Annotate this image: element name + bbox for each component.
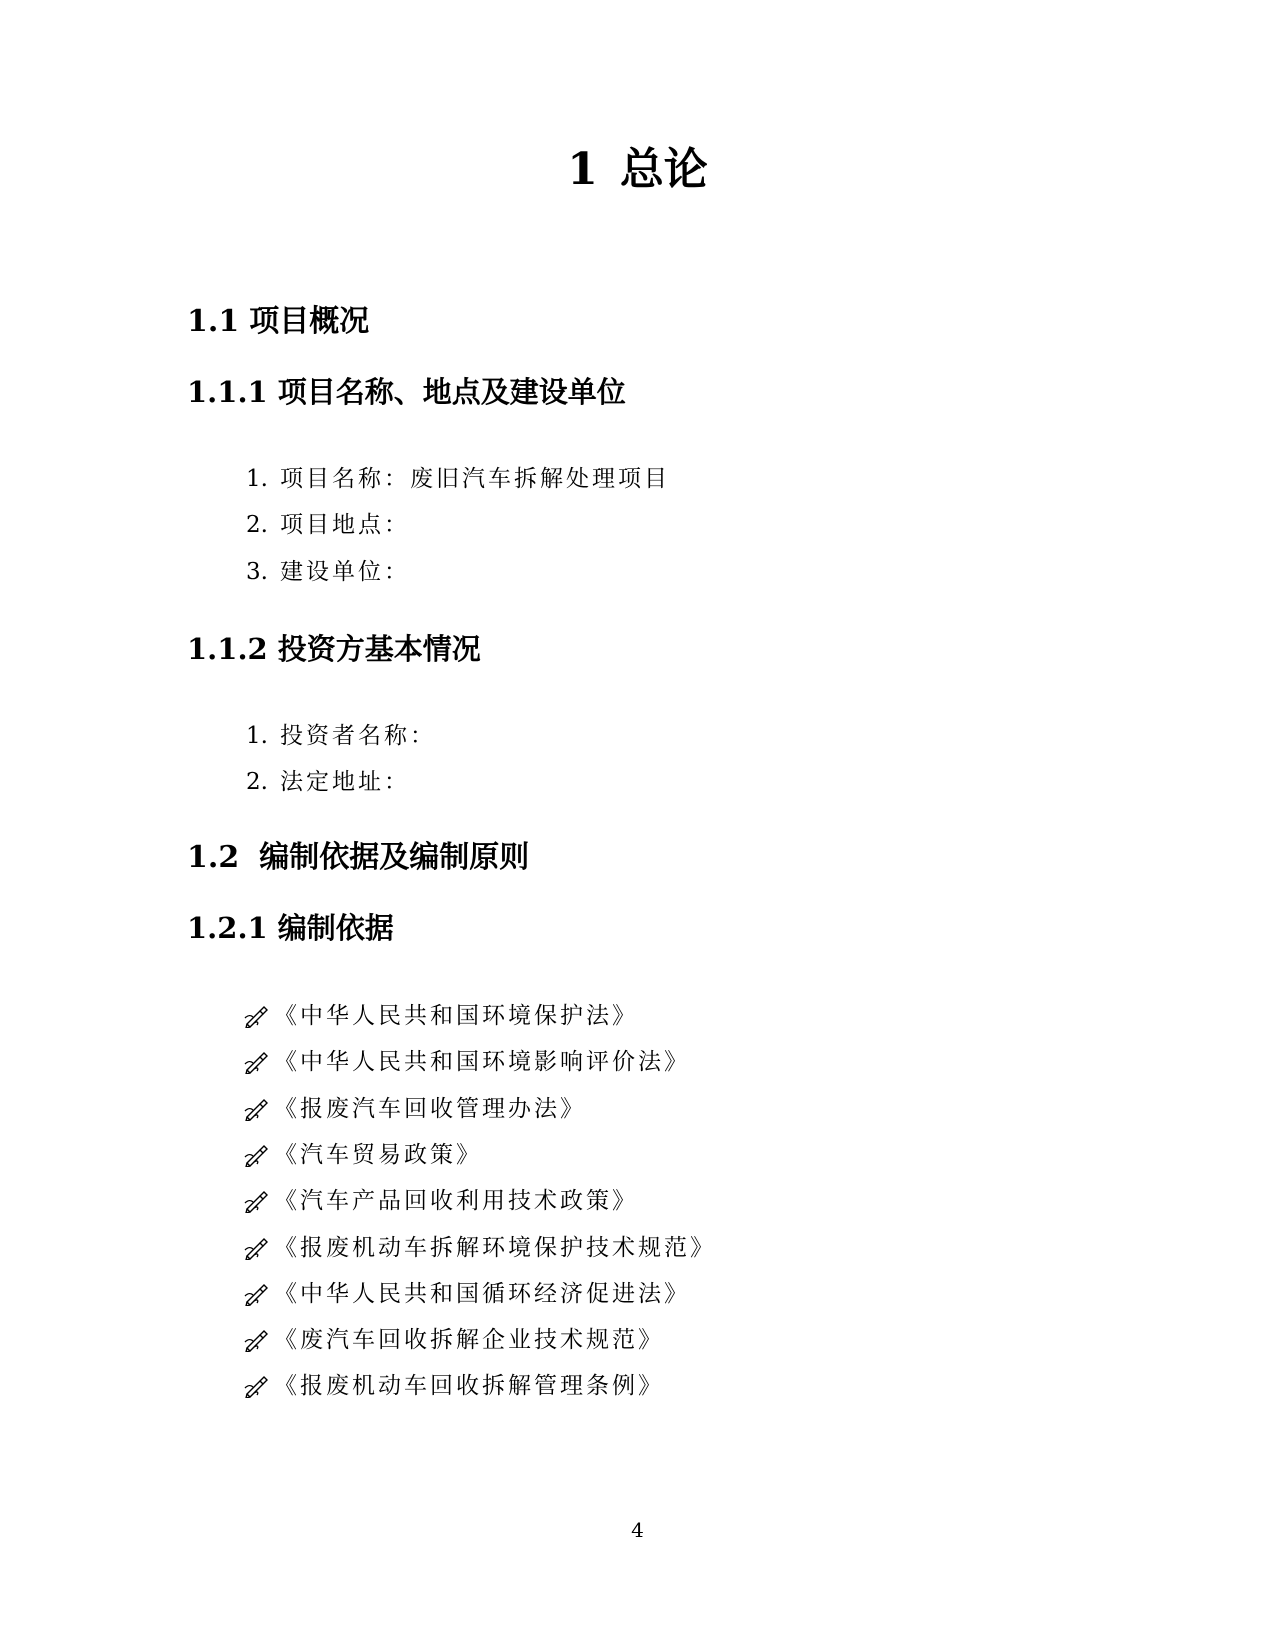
reference-text: 《报废机动车回收拆解管理条例》 bbox=[274, 1373, 664, 1400]
list-item bbox=[246, 720, 436, 752]
list-item-text: 法定地址： bbox=[279, 769, 410, 795]
reference-item bbox=[244, 1093, 586, 1125]
list-item bbox=[246, 556, 410, 588]
list-item-number: 2. bbox=[246, 512, 268, 538]
list-item-text: 项目地点： bbox=[279, 512, 410, 538]
writing-hand-icon bbox=[244, 1004, 270, 1028]
section-title: 编制依据及编制原则 bbox=[259, 840, 530, 875]
reference-item bbox=[244, 1139, 482, 1171]
list-item bbox=[246, 509, 410, 541]
writing-hand-icon bbox=[244, 1328, 270, 1352]
list-item-number: 3. bbox=[246, 559, 268, 585]
reference-text: 《中华人民共和国循环经济促进法》 bbox=[274, 1280, 690, 1307]
subsection-heading-1-2-1 bbox=[187, 908, 394, 948]
list-item bbox=[246, 766, 410, 798]
writing-hand-icon bbox=[244, 1374, 270, 1398]
writing-hand-icon bbox=[244, 1143, 270, 1167]
reference-text: 《中华人民共和国环境保护法》 bbox=[274, 1003, 638, 1029]
reference-item bbox=[244, 1185, 638, 1217]
chapter-title bbox=[0, 140, 1275, 200]
subsection-number: 1.2.1 bbox=[187, 911, 268, 945]
reference-item bbox=[244, 1370, 664, 1402]
reference-item bbox=[244, 1046, 690, 1078]
reference-item bbox=[244, 1000, 638, 1032]
chapter-title-text: 总论 bbox=[619, 144, 708, 195]
section-heading-1-1 bbox=[187, 302, 369, 342]
list-item-text: 项目名称：废旧汽车拆解处理项目 bbox=[279, 466, 670, 492]
section-title: 项目概况 bbox=[249, 304, 370, 339]
subsection-title: 投资方基本情况 bbox=[277, 632, 481, 666]
writing-hand-icon bbox=[244, 1050, 270, 1074]
subsection-title: 项目名称、地点及建设单位 bbox=[277, 375, 626, 409]
list-item-text: 投资者名称： bbox=[279, 723, 436, 749]
list-item-number: 1. bbox=[246, 466, 268, 492]
list-item-number: 2. bbox=[246, 769, 268, 795]
writing-hand-icon bbox=[244, 1282, 270, 1306]
reference-item bbox=[244, 1278, 690, 1310]
list-item bbox=[246, 463, 670, 495]
writing-hand-icon bbox=[244, 1097, 270, 1121]
section-number: 1.1 bbox=[187, 304, 240, 339]
writing-hand-icon bbox=[244, 1189, 270, 1213]
reference-text: 《汽车贸易政策》 bbox=[274, 1141, 482, 1168]
subsection-heading-1-1-2 bbox=[187, 629, 481, 669]
reference-text: 《废汽车回收拆解企业技术规范》 bbox=[274, 1327, 664, 1354]
reference-item bbox=[244, 1232, 716, 1264]
page-number: 4 bbox=[631, 1518, 644, 1542]
section-heading-1-2 bbox=[187, 838, 529, 878]
list-item-number: 1. bbox=[246, 723, 268, 749]
reference-text: 《中华人民共和国环境影响评价法》 bbox=[274, 1049, 690, 1076]
subsection-number: 1.1.2 bbox=[187, 632, 268, 666]
reference-text: 《汽车产品回收利用技术政策》 bbox=[274, 1188, 638, 1215]
list-item-text: 建设单位： bbox=[279, 559, 410, 585]
subsection-heading-1-1-1 bbox=[187, 372, 626, 412]
writing-hand-icon bbox=[244, 1236, 270, 1260]
chapter-number: 1 bbox=[567, 144, 598, 195]
reference-text: 《报废汽车回收管理办法》 bbox=[274, 1095, 586, 1122]
subsection-title: 编制依据 bbox=[277, 911, 394, 945]
section-number: 1.2 bbox=[187, 840, 240, 875]
reference-text: 《报废机动车拆解环境保护技术规范》 bbox=[274, 1234, 716, 1261]
reference-item bbox=[244, 1324, 664, 1356]
subsection-number: 1.1.1 bbox=[187, 375, 268, 409]
